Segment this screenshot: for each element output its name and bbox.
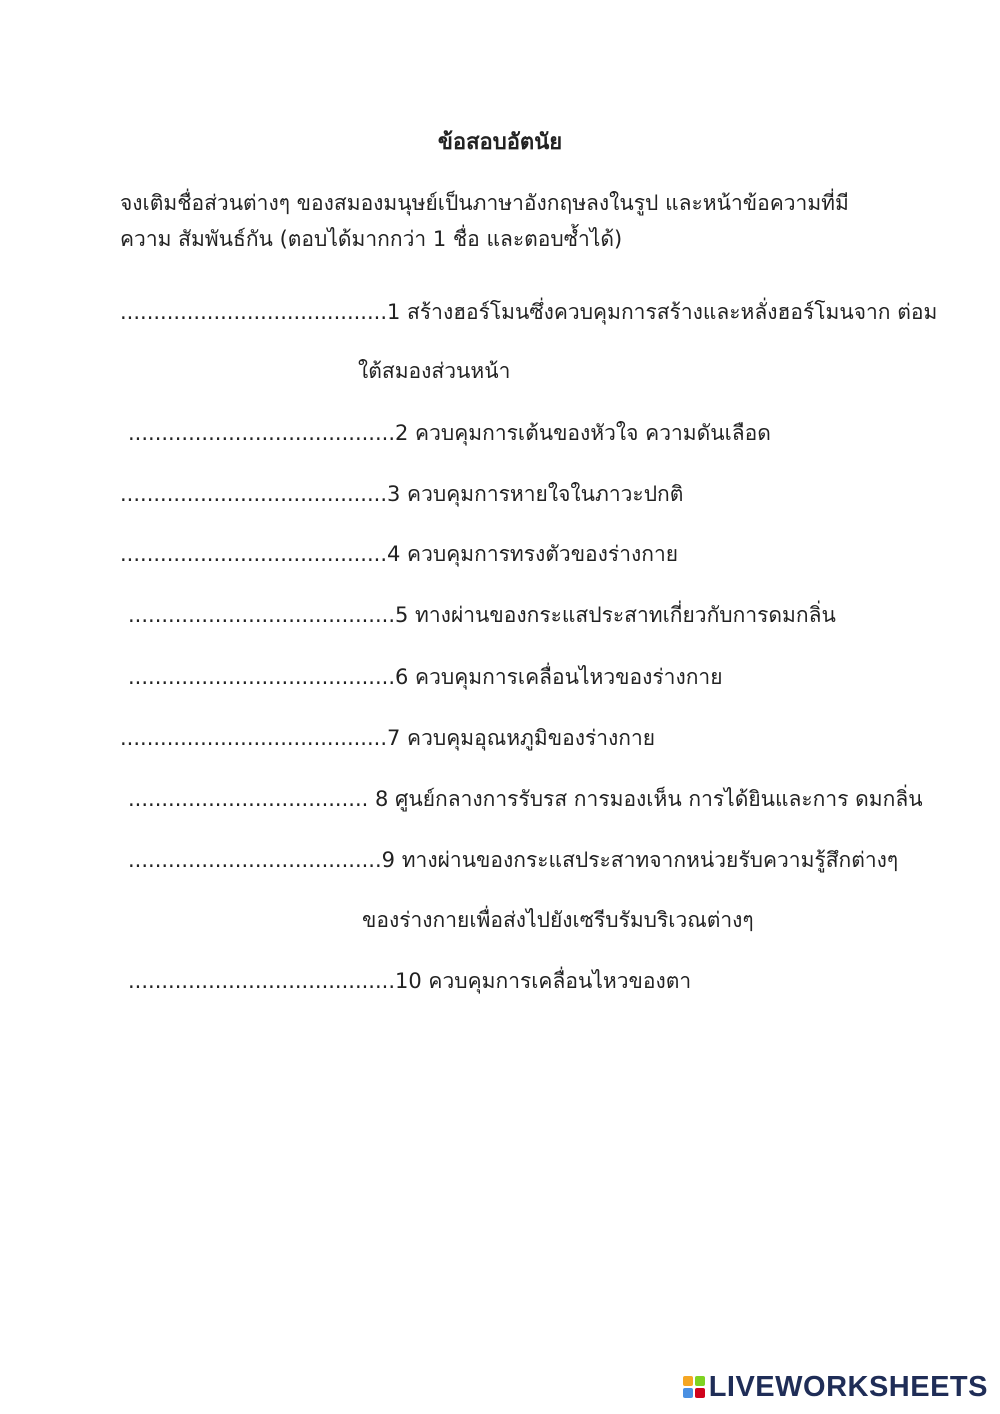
question-item-5 [128,600,836,630]
answer-blank-3[interactable]: ........................................ [120,482,388,506]
question-item-1 [120,297,937,327]
logo-square-icon [695,1376,705,1386]
question-text-6: 6 ควบคุมการเคลื่อนไหวของร่างกาย [395,665,723,689]
answer-blank-7[interactable]: ........................................ [120,726,388,750]
logo-square-icon [683,1388,693,1398]
question-item-3 [120,479,683,509]
question-text-8: 8 ศูนย์กลางการรับรส การมองเห็น การได้ยินและการ ดมกลิ่น [368,787,923,811]
question-text-1-continued: ใต้สมองส่วนหน้า [358,359,511,383]
answer-blank-5[interactable]: ........................................ [128,603,396,627]
question-item-10 [128,966,691,996]
logo-text: LIVEWORKSHEETS [708,1370,988,1403]
question-text-1: 1 สร้างฮอร์โมนซึ่งควบคุมการสร้างและหลั่งฮอร์โมนจาก ต่อม [387,300,938,324]
question-text-4: 4 ควบคุมการทรงตัวของร่างกาย [387,542,679,566]
page-title: ข้อสอบอัตนัย [437,130,563,155]
question-text-2: 2 ควบคุมการเต้นของหัวใจ ความดันเลือด [395,421,771,445]
question-text-9-continued: ของร่างกายเพื่อส่งไปยังเซรีบรัมบริเวณต่างๆ [362,908,754,932]
logo-square-icon [695,1388,705,1398]
question-item-9 [128,845,898,875]
answer-blank-10[interactable]: ........................................ [128,969,396,993]
logo-mark-icon [683,1376,705,1398]
question-text-10: 10 ควบคุมการเคลื่อนไหวของตา [395,969,692,993]
answer-blank-1[interactable]: ........................................ [120,300,388,324]
answer-blank-2[interactable]: ........................................ [128,421,396,445]
question-text-5: 5 ทางผ่านของกระแสประสาทเกี่ยวกับการดมกลิ่น [395,603,836,627]
question-text-7: 7 ควบคุมอุณหภูมิของร่างกาย [387,726,656,750]
question-item-8 [128,784,923,814]
question-text-9: 9 ทางผ่านของกระแสประสาทจากหน่วยรับความรู้สึกต่างๆ [381,848,899,872]
question-text-3: 3 ควบคุมการหายใจในภาวะปกติ [387,482,684,506]
answer-blank-9[interactable]: ...................................... [128,848,382,872]
answer-blank-6[interactable]: ........................................ [128,665,396,689]
liveworksheets-logo [683,1370,988,1404]
instructions-text: จงเติมชื่อส่วนต่างๆ ของสมองมนุษย์เป็นภาษาอังกฤษลงในรูป และหน้าข้อความที่มี ความ สัมพันธ์กัน (ตอบได้มากกว่า 1 ชื่อ และตอบซ้ำได้) [120,191,849,251]
answer-blank-8[interactable]: .................................... [128,787,369,811]
question-item-7 [120,723,655,753]
logo-square-icon [683,1376,693,1386]
question-item-2 [128,418,771,448]
question-item-4 [120,539,678,569]
question-item-6 [128,662,723,692]
answer-blank-4[interactable]: ........................................ [120,542,388,566]
